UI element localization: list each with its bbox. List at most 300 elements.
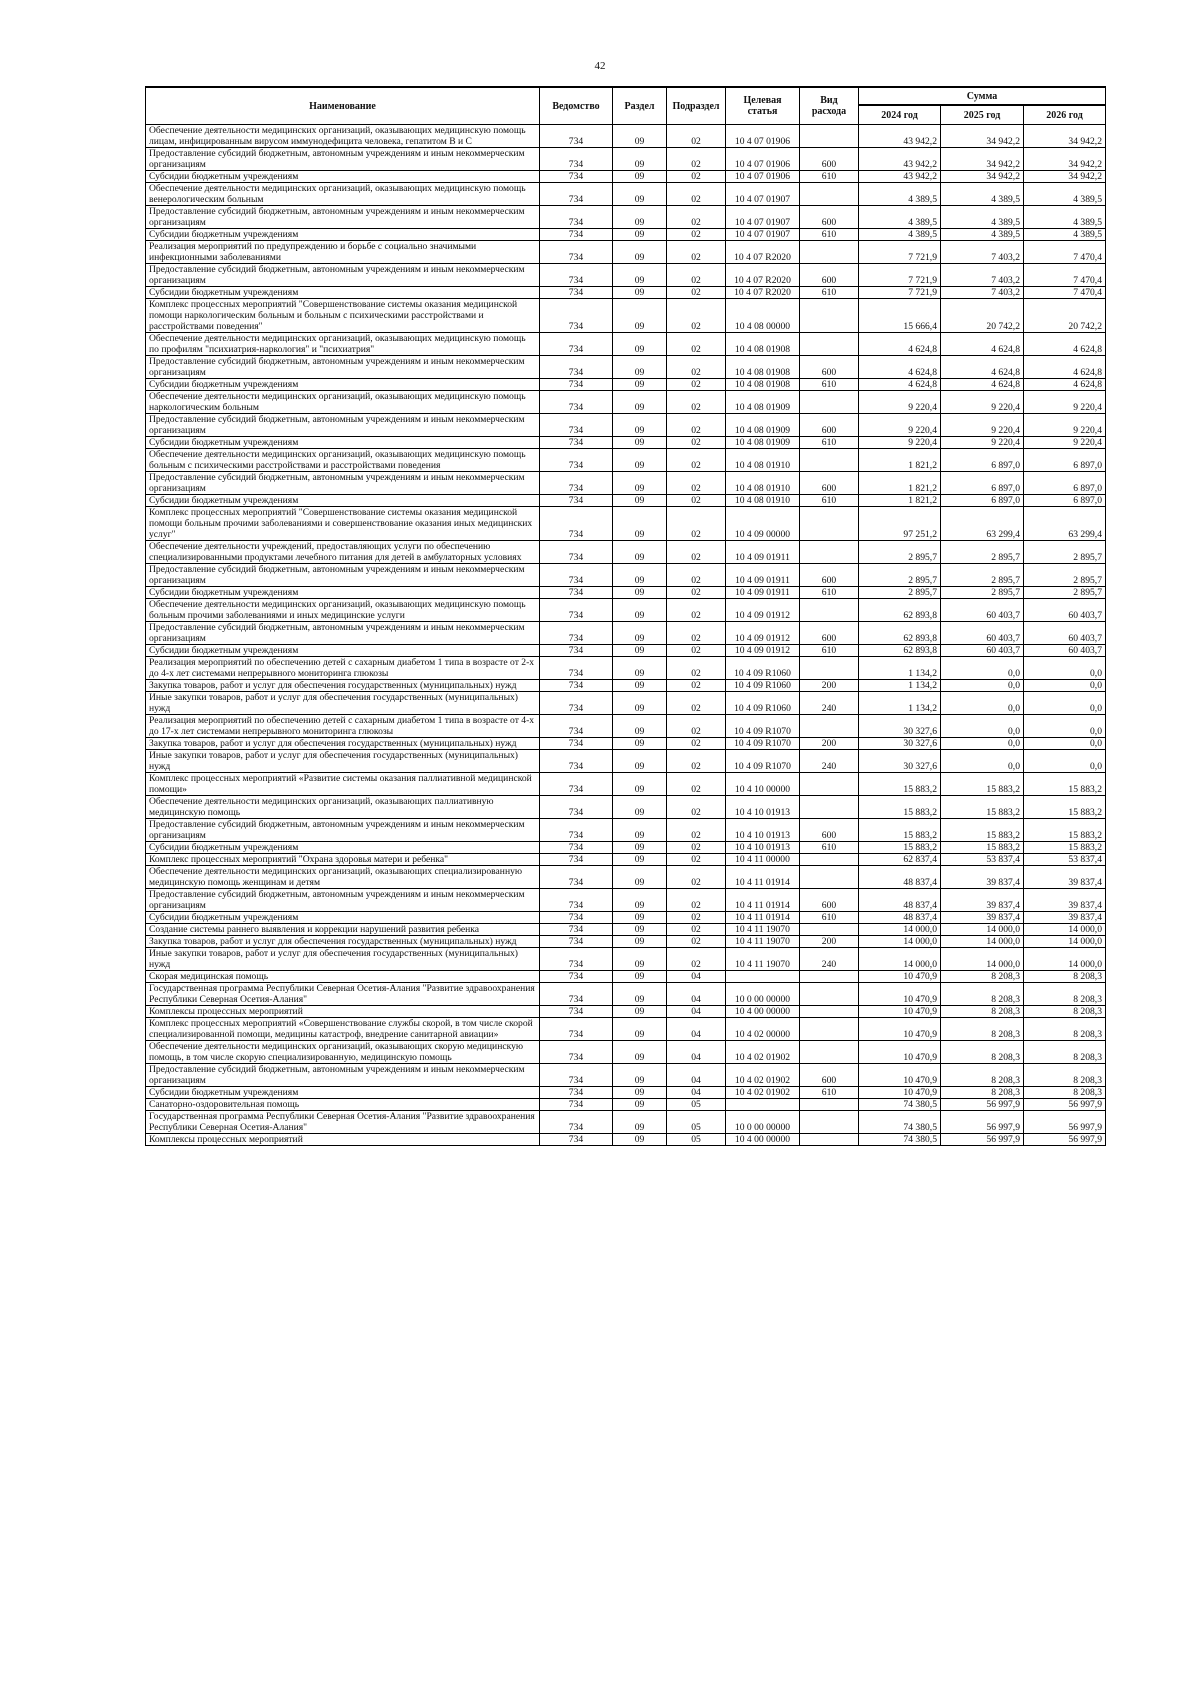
row-sum-2024: 48 837,4 — [859, 889, 941, 912]
row-vid-raskhoda — [800, 854, 859, 866]
row-sum-2026: 39 837,4 — [1024, 912, 1106, 924]
table-row — [146, 1041, 1106, 1064]
row-vedomstvo: 734 — [540, 657, 613, 680]
row-name: Иные закупки товаров, работ и услуг для обеспечения государственных (муниципальных) нужд — [146, 692, 540, 715]
row-tselevaya-statya: 10 4 07 01907 — [726, 229, 800, 241]
row-podrazdel: 02 — [667, 715, 726, 738]
row-vedomstvo: 734 — [540, 1111, 613, 1134]
row-vedomstvo: 734 — [540, 299, 613, 333]
row-sum-2026: 7 470,4 — [1024, 264, 1106, 287]
row-razdel: 09 — [613, 507, 667, 541]
row-vedomstvo: 734 — [540, 472, 613, 495]
table-row — [146, 414, 1106, 437]
row-sum-2025: 60 403,7 — [941, 622, 1024, 645]
table-body — [146, 125, 1106, 1146]
row-podrazdel: 04 — [667, 1087, 726, 1099]
row-name: Субсидии бюджетным учреждениям — [146, 587, 540, 599]
table-row — [146, 936, 1106, 948]
row-vedomstvo: 734 — [540, 622, 613, 645]
row-podrazdel: 02 — [667, 866, 726, 889]
row-sum-2026: 15 883,2 — [1024, 773, 1106, 796]
row-sum-2025: 8 208,3 — [941, 1018, 1024, 1041]
row-vid-raskhoda — [800, 1099, 859, 1111]
row-vedomstvo: 734 — [540, 599, 613, 622]
row-vid-raskhoda: 600 — [800, 564, 859, 587]
row-sum-2026: 7 470,4 — [1024, 241, 1106, 264]
row-sum-2025: 60 403,7 — [941, 599, 1024, 622]
row-sum-2026: 6 897,0 — [1024, 495, 1106, 507]
row-razdel: 09 — [613, 622, 667, 645]
row-sum-2025: 14 000,0 — [941, 924, 1024, 936]
table-row — [146, 983, 1106, 1006]
row-name: Субсидии бюджетным учреждениям — [146, 171, 540, 183]
header-vedomstvo: Ведомство — [540, 87, 613, 125]
row-sum-2026: 8 208,3 — [1024, 971, 1106, 983]
row-sum-2025: 8 208,3 — [941, 971, 1024, 983]
row-sum-2025: 7 403,2 — [941, 241, 1024, 264]
header-year-2025: 2025 год — [941, 105, 1024, 125]
row-podrazdel: 02 — [667, 171, 726, 183]
row-podrazdel: 02 — [667, 680, 726, 692]
table-row — [146, 819, 1106, 842]
row-sum-2025: 4 389,5 — [941, 206, 1024, 229]
row-razdel: 09 — [613, 1006, 667, 1018]
table-row — [146, 889, 1106, 912]
row-sum-2026: 8 208,3 — [1024, 1041, 1106, 1064]
row-sum-2024: 62 837,4 — [859, 854, 941, 866]
row-vedomstvo: 734 — [540, 842, 613, 854]
row-razdel: 09 — [613, 983, 667, 1006]
row-vedomstvo: 734 — [540, 414, 613, 437]
row-sum-2024: 43 942,2 — [859, 125, 941, 148]
table-row — [146, 379, 1106, 391]
row-sum-2024: 9 220,4 — [859, 414, 941, 437]
table-row — [146, 449, 1106, 472]
row-name: Реализация мероприятий по обеспечению детей с сахарным диабетом 1 типа в возрасте от 4-х до 17-х лет системами непрерывного мониторинга глюкозы — [146, 715, 540, 738]
row-vedomstvo: 734 — [540, 287, 613, 299]
row-tselevaya-statya: 10 4 11 00000 — [726, 854, 800, 866]
header-year-2024: 2024 год — [859, 105, 941, 125]
row-tselevaya-statya: 10 4 11 19070 — [726, 936, 800, 948]
row-sum-2024: 1 821,2 — [859, 495, 941, 507]
row-razdel: 09 — [613, 773, 667, 796]
row-sum-2026: 0,0 — [1024, 750, 1106, 773]
row-vedomstvo: 734 — [540, 866, 613, 889]
row-vedomstvo: 734 — [540, 692, 613, 715]
row-sum-2026: 8 208,3 — [1024, 1006, 1106, 1018]
row-tselevaya-statya: 10 4 11 19070 — [726, 948, 800, 971]
row-sum-2026: 4 624,8 — [1024, 356, 1106, 379]
row-sum-2025: 0,0 — [941, 750, 1024, 773]
row-vedomstvo: 734 — [540, 379, 613, 391]
row-sum-2024: 14 000,0 — [859, 936, 941, 948]
row-tselevaya-statya: 10 4 08 01908 — [726, 379, 800, 391]
row-vid-raskhoda — [800, 983, 859, 1006]
row-sum-2024: 10 470,9 — [859, 1018, 941, 1041]
row-podrazdel: 04 — [667, 1041, 726, 1064]
row-name: Субсидии бюджетным учреждениям — [146, 229, 540, 241]
row-sum-2024: 74 380,5 — [859, 1099, 941, 1111]
row-sum-2026: 0,0 — [1024, 715, 1106, 738]
table-row — [146, 333, 1106, 356]
row-vid-raskhoda: 240 — [800, 750, 859, 773]
row-sum-2024: 1 134,2 — [859, 657, 941, 680]
row-podrazdel: 02 — [667, 854, 726, 866]
row-tselevaya-statya: 10 4 08 01910 — [726, 449, 800, 472]
row-sum-2026: 34 942,2 — [1024, 171, 1106, 183]
row-sum-2025: 60 403,7 — [941, 645, 1024, 657]
row-sum-2024: 4 624,8 — [859, 333, 941, 356]
row-vid-raskhoda: 610 — [800, 171, 859, 183]
row-podrazdel: 02 — [667, 773, 726, 796]
header-razdel: Раздел — [613, 87, 667, 125]
row-tselevaya-statya: 10 4 10 01913 — [726, 842, 800, 854]
row-vid-raskhoda: 600 — [800, 356, 859, 379]
row-razdel: 09 — [613, 715, 667, 738]
row-vedomstvo: 734 — [540, 125, 613, 148]
row-vid-raskhoda: 600 — [800, 472, 859, 495]
row-vedomstvo: 734 — [540, 715, 613, 738]
row-name: Государственная программа Республики Северная Осетия-Алания "Развитие здравоохранения Республики Северная Осетия-Алания" — [146, 983, 540, 1006]
row-name: Обеспечение деятельности медицинских организаций, оказывающих скорую медицинскую помощь, в том числе скорую специализированную, медицинскую помощь — [146, 1041, 540, 1064]
page-number: 42 — [594, 60, 606, 72]
row-name: Обеспечение деятельности медицинских организаций, оказывающих медицинскую помощь по профилям "психиатрия-наркология" и "психиатрия" — [146, 333, 540, 356]
row-podrazdel: 02 — [667, 645, 726, 657]
row-vedomstvo: 734 — [540, 819, 613, 842]
row-sum-2024: 4 389,5 — [859, 183, 941, 206]
row-sum-2025: 0,0 — [941, 680, 1024, 692]
row-razdel: 09 — [613, 356, 667, 379]
row-sum-2024: 43 942,2 — [859, 171, 941, 183]
row-vedomstvo: 734 — [540, 889, 613, 912]
row-razdel: 09 — [613, 299, 667, 333]
row-tselevaya-statya: 10 4 00 00000 — [726, 1006, 800, 1018]
table-row — [146, 1087, 1106, 1099]
row-vid-raskhoda — [800, 599, 859, 622]
row-tselevaya-statya: 10 4 07 R2020 — [726, 241, 800, 264]
row-podrazdel: 02 — [667, 241, 726, 264]
row-vedomstvo: 734 — [540, 507, 613, 541]
row-sum-2024: 1 134,2 — [859, 680, 941, 692]
row-vid-raskhoda — [800, 1041, 859, 1064]
row-vedomstvo: 734 — [540, 1006, 613, 1018]
row-sum-2026: 34 942,2 — [1024, 125, 1106, 148]
row-podrazdel: 05 — [667, 1111, 726, 1134]
row-name: Комплекс процессных мероприятий "Совершенствование системы оказания медицинской помощи наркологическим больным и больным с психическими расстройствами и расстройствами поведения" — [146, 299, 540, 333]
row-sum-2026: 15 883,2 — [1024, 842, 1106, 854]
table-row — [146, 125, 1106, 148]
row-name: Предоставление субсидий бюджетным, автономным учреждениям и иным некоммерческим организациям — [146, 622, 540, 645]
row-vedomstvo: 734 — [540, 983, 613, 1006]
row-sum-2025: 34 942,2 — [941, 125, 1024, 148]
row-sum-2025: 8 208,3 — [941, 1087, 1024, 1099]
table-row — [146, 1064, 1106, 1087]
row-razdel: 09 — [613, 391, 667, 414]
row-vedomstvo: 734 — [540, 773, 613, 796]
row-sum-2025: 63 299,4 — [941, 507, 1024, 541]
table-row — [146, 1134, 1106, 1146]
row-podrazdel: 04 — [667, 971, 726, 983]
row-sum-2024: 10 470,9 — [859, 1064, 941, 1087]
row-tselevaya-statya: 10 4 09 R1060 — [726, 680, 800, 692]
row-sum-2024: 7 721,9 — [859, 287, 941, 299]
row-vid-raskhoda — [800, 796, 859, 819]
row-name: Комплекс процессных мероприятий "Охрана здоровья матери и ребенка" — [146, 854, 540, 866]
row-tselevaya-statya: 10 4 02 01902 — [726, 1064, 800, 1087]
row-sum-2026: 2 895,7 — [1024, 541, 1106, 564]
row-sum-2024: 2 895,7 — [859, 587, 941, 599]
row-vid-raskhoda — [800, 773, 859, 796]
header-vid-raskhoda: Вид расхода — [800, 87, 859, 125]
row-sum-2026: 14 000,0 — [1024, 936, 1106, 948]
row-sum-2026: 0,0 — [1024, 738, 1106, 750]
row-sum-2024: 1 134,2 — [859, 692, 941, 715]
row-razdel: 09 — [613, 587, 667, 599]
table-row — [146, 564, 1106, 587]
row-sum-2026: 2 895,7 — [1024, 564, 1106, 587]
row-sum-2026: 14 000,0 — [1024, 948, 1106, 971]
row-sum-2025: 6 897,0 — [941, 449, 1024, 472]
row-razdel: 09 — [613, 171, 667, 183]
row-razdel: 09 — [613, 889, 667, 912]
row-podrazdel: 02 — [667, 599, 726, 622]
row-podrazdel: 02 — [667, 356, 726, 379]
header-summa: Сумма — [859, 87, 1106, 105]
row-sum-2024: 30 327,6 — [859, 750, 941, 773]
row-sum-2026: 7 470,4 — [1024, 287, 1106, 299]
row-sum-2025: 4 624,8 — [941, 356, 1024, 379]
row-sum-2025: 0,0 — [941, 692, 1024, 715]
row-razdel: 09 — [613, 148, 667, 171]
row-vedomstvo: 734 — [540, 437, 613, 449]
row-razdel: 09 — [613, 866, 667, 889]
row-sum-2026: 4 389,5 — [1024, 206, 1106, 229]
row-tselevaya-statya: 10 4 11 19070 — [726, 924, 800, 936]
row-podrazdel: 04 — [667, 1006, 726, 1018]
row-sum-2025: 0,0 — [941, 657, 1024, 680]
row-tselevaya-statya: 10 4 09 R1070 — [726, 738, 800, 750]
row-vedomstvo: 734 — [540, 171, 613, 183]
row-name: Реализация мероприятий по обеспечению детей с сахарным диабетом 1 типа в возрасте от 2-х до 4-х лет системами непрерывного мониторинга глюкозы — [146, 657, 540, 680]
row-vedomstvo: 734 — [540, 206, 613, 229]
row-name: Предоставление субсидий бюджетным, автономным учреждениям и иным некоммерческим организациям — [146, 264, 540, 287]
row-name: Скорая медицинская помощь — [146, 971, 540, 983]
row-podrazdel: 02 — [667, 842, 726, 854]
row-razdel: 09 — [613, 948, 667, 971]
row-vid-raskhoda: 240 — [800, 692, 859, 715]
row-podrazdel: 02 — [667, 449, 726, 472]
row-sum-2024: 62 893,8 — [859, 645, 941, 657]
row-sum-2026: 6 897,0 — [1024, 472, 1106, 495]
table-row — [146, 229, 1106, 241]
row-razdel: 09 — [613, 680, 667, 692]
row-razdel: 09 — [613, 229, 667, 241]
row-sum-2025: 39 837,4 — [941, 912, 1024, 924]
row-razdel: 09 — [613, 1041, 667, 1064]
row-razdel: 09 — [613, 796, 667, 819]
row-sum-2024: 9 220,4 — [859, 391, 941, 414]
row-podrazdel: 02 — [667, 495, 726, 507]
row-tselevaya-statya: 10 4 08 01908 — [726, 356, 800, 379]
table-row — [146, 657, 1106, 680]
row-name: Обеспечение деятельности учреждений, предоставляющих услуги по обеспечению специализированными продуктами лечебного питания для детей в амбулаторных условиях — [146, 541, 540, 564]
row-name: Предоставление субсидий бюджетным, автономным учреждениям и иным некоммерческим организациям — [146, 564, 540, 587]
header-podrazdel: Подраздел — [667, 87, 726, 125]
row-razdel: 09 — [613, 183, 667, 206]
row-vid-raskhoda: 610 — [800, 1087, 859, 1099]
row-podrazdel: 02 — [667, 148, 726, 171]
row-vedomstvo: 734 — [540, 1134, 613, 1146]
row-sum-2026: 8 208,3 — [1024, 1018, 1106, 1041]
row-name: Закупка товаров, работ и услуг для обеспечения государственных (муниципальных) нужд — [146, 738, 540, 750]
row-sum-2026: 60 403,7 — [1024, 599, 1106, 622]
row-name: Предоставление субсидий бюджетным, автономным учреждениям и иным некоммерческим организациям — [146, 472, 540, 495]
row-tselevaya-statya: 10 4 11 01914 — [726, 889, 800, 912]
row-podrazdel: 05 — [667, 1099, 726, 1111]
row-tselevaya-statya: 10 4 08 01910 — [726, 495, 800, 507]
row-podrazdel: 02 — [667, 692, 726, 715]
table-row — [146, 948, 1106, 971]
row-razdel: 09 — [613, 1111, 667, 1134]
row-sum-2025: 53 837,4 — [941, 854, 1024, 866]
row-tselevaya-statya: 10 4 09 R1070 — [726, 715, 800, 738]
row-vid-raskhoda — [800, 971, 859, 983]
table-row — [146, 1018, 1106, 1041]
row-sum-2024: 62 893,8 — [859, 622, 941, 645]
row-podrazdel: 02 — [667, 414, 726, 437]
row-podrazdel: 02 — [667, 924, 726, 936]
row-name: Санаторно-оздоровительная помощь — [146, 1099, 540, 1111]
row-tselevaya-statya: 10 4 09 R1060 — [726, 657, 800, 680]
table-row — [146, 912, 1106, 924]
row-sum-2026: 15 883,2 — [1024, 796, 1106, 819]
row-name: Комплекс процессных мероприятий «Развитие системы оказания паллиативной медицинской помощи» — [146, 773, 540, 796]
row-vid-raskhoda: 600 — [800, 1064, 859, 1087]
row-podrazdel: 02 — [667, 738, 726, 750]
row-name: Иные закупки товаров, работ и услуг для обеспечения государственных (муниципальных) нужд — [146, 750, 540, 773]
row-sum-2024: 9 220,4 — [859, 437, 941, 449]
row-podrazdel: 04 — [667, 983, 726, 1006]
row-podrazdel: 02 — [667, 750, 726, 773]
row-vid-raskhoda — [800, 866, 859, 889]
row-tselevaya-statya: 10 4 02 01902 — [726, 1087, 800, 1099]
row-vedomstvo: 734 — [540, 1018, 613, 1041]
row-sum-2024: 1 821,2 — [859, 449, 941, 472]
row-razdel: 09 — [613, 599, 667, 622]
row-razdel: 09 — [613, 924, 667, 936]
row-vedomstvo: 734 — [540, 750, 613, 773]
row-podrazdel: 02 — [667, 587, 726, 599]
row-vid-raskhoda: 610 — [800, 912, 859, 924]
row-name: Субсидии бюджетным учреждениям — [146, 287, 540, 299]
row-tselevaya-statya: 10 4 11 01914 — [726, 912, 800, 924]
row-razdel: 09 — [613, 854, 667, 866]
row-vid-raskhoda — [800, 657, 859, 680]
row-sum-2025: 15 883,2 — [941, 773, 1024, 796]
row-sum-2026: 14 000,0 — [1024, 924, 1106, 936]
row-vid-raskhoda: 610 — [800, 842, 859, 854]
row-sum-2025: 56 997,9 — [941, 1111, 1024, 1134]
row-sum-2025: 9 220,4 — [941, 437, 1024, 449]
row-razdel: 09 — [613, 379, 667, 391]
table-row — [146, 1006, 1106, 1018]
table-row — [146, 587, 1106, 599]
row-tselevaya-statya: 10 4 07 01906 — [726, 148, 800, 171]
row-sum-2025: 8 208,3 — [941, 983, 1024, 1006]
row-tselevaya-statya: 10 4 08 01908 — [726, 333, 800, 356]
row-tselevaya-statya: 10 4 00 00000 — [726, 1134, 800, 1146]
row-sum-2024: 15 666,4 — [859, 299, 941, 333]
row-sum-2024: 7 721,9 — [859, 264, 941, 287]
row-sum-2026: 6 897,0 — [1024, 449, 1106, 472]
row-sum-2024: 15 883,2 — [859, 819, 941, 842]
table-row — [146, 750, 1106, 773]
row-sum-2025: 7 403,2 — [941, 287, 1024, 299]
row-vid-raskhoda — [800, 507, 859, 541]
row-tselevaya-statya: 10 4 07 01907 — [726, 183, 800, 206]
row-sum-2024: 10 470,9 — [859, 971, 941, 983]
row-sum-2025: 39 837,4 — [941, 889, 1024, 912]
row-tselevaya-statya: 10 4 07 01906 — [726, 125, 800, 148]
table-row — [146, 541, 1106, 564]
row-sum-2025: 2 895,7 — [941, 541, 1024, 564]
row-name: Реализация мероприятий по предупреждению и борьбе с социально значимыми инфекционными заболеваниями — [146, 241, 540, 264]
row-sum-2024: 15 883,2 — [859, 773, 941, 796]
row-name: Субсидии бюджетным учреждениям — [146, 495, 540, 507]
row-sum-2024: 4 389,5 — [859, 229, 941, 241]
row-vedomstvo: 734 — [540, 148, 613, 171]
row-sum-2026: 60 403,7 — [1024, 645, 1106, 657]
row-sum-2025: 6 897,0 — [941, 495, 1024, 507]
table-row — [146, 715, 1106, 738]
row-sum-2026: 0,0 — [1024, 680, 1106, 692]
row-sum-2026: 0,0 — [1024, 657, 1106, 680]
row-sum-2025: 2 895,7 — [941, 564, 1024, 587]
row-vid-raskhoda: 610 — [800, 495, 859, 507]
row-sum-2026: 56 997,9 — [1024, 1134, 1106, 1146]
row-tselevaya-statya: 10 0 00 00000 — [726, 1111, 800, 1134]
row-tselevaya-statya: 10 4 09 01912 — [726, 599, 800, 622]
row-sum-2025: 14 000,0 — [941, 948, 1024, 971]
row-sum-2024: 15 883,2 — [859, 842, 941, 854]
row-vid-raskhoda — [800, 1006, 859, 1018]
row-vid-raskhoda — [800, 924, 859, 936]
row-podrazdel: 04 — [667, 1018, 726, 1041]
row-name: Создание системы раннего выявления и коррекции нарушений развития ребенка — [146, 924, 540, 936]
row-vid-raskhoda: 240 — [800, 948, 859, 971]
table-row — [146, 356, 1106, 379]
row-podrazdel: 02 — [667, 657, 726, 680]
row-razdel: 09 — [613, 1099, 667, 1111]
row-sum-2024: 10 470,9 — [859, 983, 941, 1006]
row-sum-2025: 14 000,0 — [941, 936, 1024, 948]
row-vid-raskhoda: 610 — [800, 645, 859, 657]
row-tselevaya-statya: 10 4 10 01913 — [726, 819, 800, 842]
row-name: Субсидии бюджетным учреждениям — [146, 379, 540, 391]
table-row — [146, 738, 1106, 750]
row-sum-2024: 14 000,0 — [859, 948, 941, 971]
table-row — [146, 842, 1106, 854]
table-row — [146, 645, 1106, 657]
row-vid-raskhoda: 600 — [800, 148, 859, 171]
row-vedomstvo: 734 — [540, 356, 613, 379]
row-sum-2026: 15 883,2 — [1024, 819, 1106, 842]
table-row — [146, 206, 1106, 229]
row-sum-2024: 14 000,0 — [859, 924, 941, 936]
row-vedomstvo: 734 — [540, 587, 613, 599]
row-sum-2025: 34 942,2 — [941, 171, 1024, 183]
row-tselevaya-statya: 10 4 09 01912 — [726, 645, 800, 657]
